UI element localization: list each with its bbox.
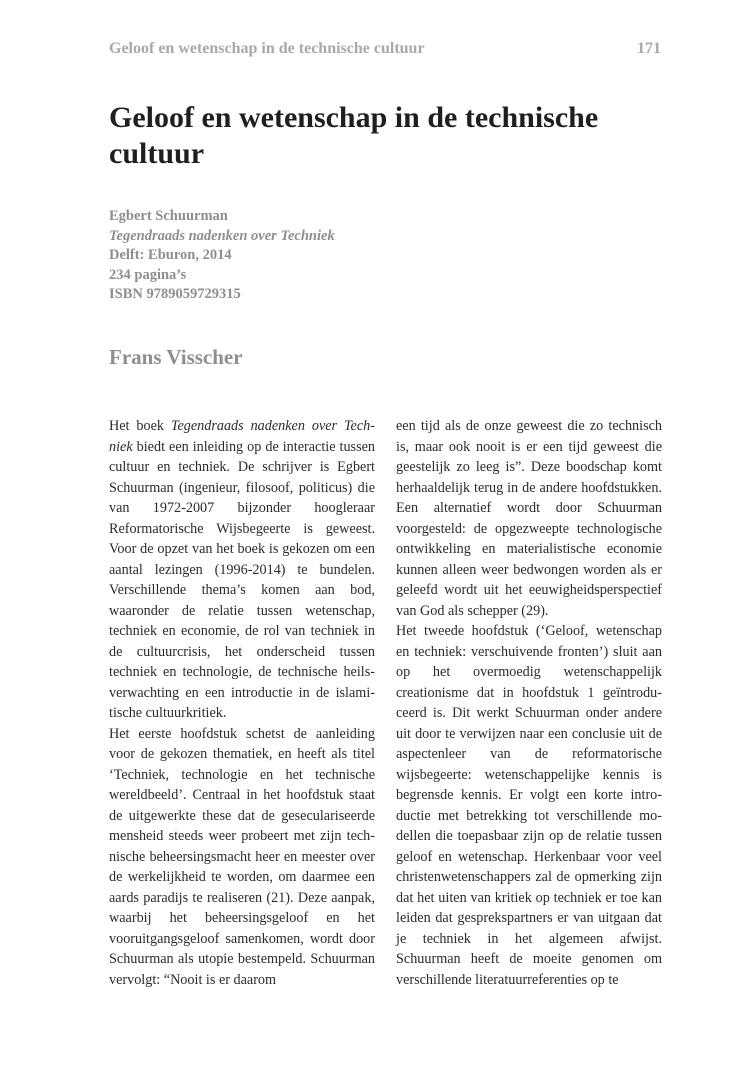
- book-author: Egbert Schuurman: [109, 208, 228, 224]
- running-head-title: Geloof en wetenschap in de technische cultuur: [109, 40, 425, 57]
- paragraph-2-continued: een tijd als de onze geweest die zo technisch is, maar ook nooit is er een tijd geweest die geestelijk zo leeg is”. Deze boodschap komt herhaaldelijk terug in de andere hoofdstukken. Een alternatief wordt door Schuurman voorgesteld: de opgezweepte technologische ontwikkeling en materialistische economie kunnen alleen weer bedwongen worden als er geleefd wordt uit het eeuwigheidsperspectief van God als schepper (29).: [396, 418, 662, 619]
- paragraph-3: Het tweede hoofdstuk (‘Geloof, wetenschap en techniek: verschuivende fronten’) sluit aan op het overmoedig wetenschappelijk creationisme dat in hoofdstuk 1 geïntroduceerd is. Dit werkt Schuurman onder andere uit door te verwijzen naar een conclusie uit de aspectenleer van de reformatorische wijsbegeerte: wetenschappelijke kennis is begrensde kennis. Er volgt een korte introductie met betrekking tot verschillende modellen die toepasbaar zijn op de relatie tussen geloof en wetenschap. Herkenbaar voor veel christenwetenschappers zal de opmerking zijn dat het uiten van kritiek op techniek er toe kan leiden dat gesprekspartners er van uitgaan dat je techniek in het algemeen afwijst. Schuurman heeft de moeite genomen om verschillende literatuurreferenties op te: [396, 623, 662, 988]
- running-head: [109, 40, 661, 58]
- book-title-inline: Tegendraads nadenken over Techniek: [109, 418, 375, 455]
- body-column-left: [109, 416, 375, 990]
- paragraph-2: Het eerste hoofdstuk schetst de aanleiding voor de gekozen thematiek, en heeft als titel ‘Techniek, technologie en het technische wereldbeeld’. Centraal in het hoofdstuk staat de uitgewerkte these dat de geseculariseerde mensheid steeds weer probeert met zijn technische beheersingsmacht heer en meester over de werkelijkheid te worden, om daarmee een aards paradijs te realiseren (21). Deze aanpak, waarbij het beheersingsgeloof en het vooruitgangsgeloof samenkomen, wordt door Schuurman als utopie bestempeld. Schuurman vervolgt: “Nooit is er daarom: [109, 725, 375, 988]
- paragraph-1-rest: biedt een inleiding op de interactie tussen cultuur en techniek. De schrijver is Egbert Schuurman (ingenieur, filosoof, politicus) die van 1972-2007 bijzonder hoogleraar Reformatorische Wijsbegeerte is geweest. Voor de opzet van het boek is gekozen om een aantal lezingen (1996-2014) te bundelen. Verschillende thema’s komen aan bod, waaronder de relatie tussen wetenschap, techniek en economie, de rol van techniek in de cultuurcrisis, het onderscheid tussen techniek en technologie, de technische heilsverwachting en een introductie in de islamitische cultuurkritiek.: [109, 438, 375, 721]
- reviewer-name: Frans Visscher: [109, 345, 243, 369]
- book-info: [109, 207, 335, 305]
- page-number: 171: [637, 40, 661, 57]
- body-column-right: [396, 416, 662, 990]
- paragraph-1: [109, 416, 375, 724]
- book-isbn: ISBN 9789059729315: [109, 286, 241, 302]
- book-pages: 234 pagina’s: [109, 266, 187, 283]
- paragraph-1-start: Het boek: [109, 418, 171, 434]
- article-title: Geloof en wetenschap in de technische cultuur: [109, 101, 599, 170]
- book-title: Tegendraads nadenken over Techniek: [109, 227, 335, 244]
- book-publisher: Delft: Eburon, 2014: [109, 247, 232, 263]
